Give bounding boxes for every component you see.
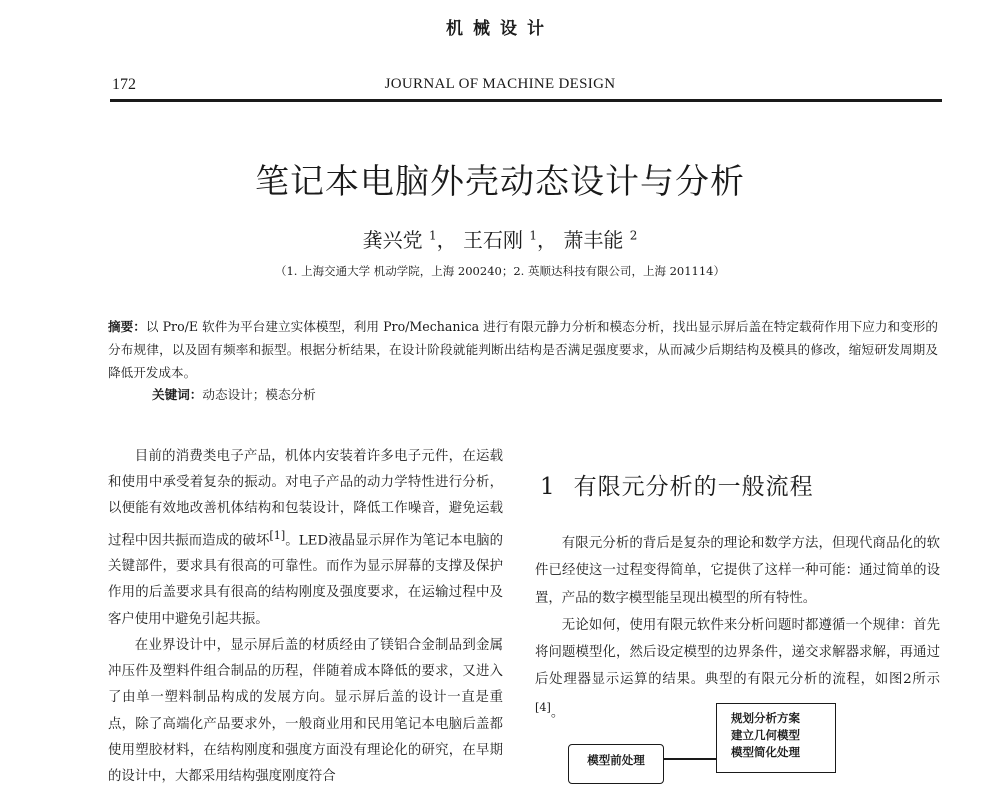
paragraph-text: 无论如何，使用有限元软件来分析问题时都遵循一个规律：首先将问题模型化，然后设定模型的边界条件，递交求解器求解，再通过后处理器显示运算的结果。典型的有限元分析的流程，如图2所示 (535, 617, 940, 688)
flowchart-step: 模型简化处理 (731, 745, 800, 759)
author-separator: ， (537, 228, 557, 252)
body-left-column (108, 444, 503, 790)
author-affiliation-mark: 2 (629, 228, 638, 243)
paragraph-text: 。LED液晶显示屏作为笔记本电脑的关键部件，要求具有很高的可靠性。而作为显示屏幕的支撑及保护作用的后盖要求具有很高的结构刚度及强度要求，在运输过程中及客户使用中避免引起共振。 (108, 533, 504, 627)
paragraph-text: 目前的消费类电子产品，机体内安装着许多电子元件，在运载和使用中承受着复杂的振动。对电子产品的动力学特性进行分析，以便能有效地改善机体结构和包装设计，降低工作噪音，避免运载过程中因共振而造成的破坏 (108, 449, 503, 549)
citation-ref: [4] (535, 700, 551, 714)
flowchart-box-preprocess: 模型前处理 (568, 744, 664, 784)
flowchart-step: 规划分析方案 (731, 711, 800, 725)
flowchart-step: 建立几何模型 (731, 728, 800, 742)
keywords (152, 384, 316, 403)
keywords-label: 关键词： (152, 387, 203, 402)
body-right-column (535, 530, 940, 727)
section-title: 有限元分析的一般流程 (573, 474, 814, 500)
body-paragraph: 有限元分析的背后是复杂的理论和数学方法，但现代商品化的软件已经使这一过程变得简单，它提供了这样一种可能：通过简单的设置，产品的数字模型能呈现出模型的所有特性。 (535, 536, 940, 606)
author-name: 王石刚 (463, 228, 523, 252)
body-paragraph: 在业界设计中，显示屏后盖的材质经由了镁铝合金制品到金属冲压件及塑料件组合制品的历程，伴随着成本降低的要求，又进入了由单一塑料制品构成的发展方向。显示屏后盖的设计一直是重点，除了高端化产品要求外，一般商业用和民用笔记本电脑后盖都使用塑胶材料，在结构刚度和强度方面没有理论化的研究，在早期的设计中，大都采用结构强度刚度符合 (108, 637, 503, 784)
flowchart-box-planning (716, 703, 836, 773)
author-name: 萧丰能 (563, 228, 624, 252)
abstract (108, 315, 938, 384)
author-list (0, 224, 1000, 253)
abstract-label: 摘要： (108, 319, 146, 334)
author-affiliation-mark: 1 (529, 228, 537, 243)
header-rule (110, 99, 942, 102)
citation-ref: [1] (269, 528, 286, 542)
journal-title-chinese: 机械设计 (446, 19, 554, 39)
journal-title-english: JOURNAL OF MACHINE DESIGN (384, 76, 616, 92)
article-title: 笔记本电脑外壳动态设计与分析 (255, 162, 745, 202)
paragraph-text: 。 (550, 705, 565, 721)
keywords-text: 动态设计；模态分析 (202, 387, 316, 402)
abstract-text: 以 Pro/E 软件为平台建立实体模型，利用 Pro/Mechanica 进行有限元静力分析和模态分析，找出显示屏后盖在特定载荷作用下应力和变形的分布规律，以及固有频率和振型。根据分析结果，在设计阶段就能判断出结构是否满足强度要求，从而减少后期结构及模具的修改，缩短研发周期及降低开发成本。 (108, 319, 938, 380)
author-affiliations: （1. 上海交通大学 机动学院，上海 200240；2. 英顺达科技有限公司，上海 201114） (274, 264, 726, 278)
author-affiliation-mark: 1 (429, 228, 437, 243)
section-number: 1 (540, 474, 556, 500)
page-number: 172 (112, 76, 136, 93)
author-name: 龚兴党 (362, 228, 423, 252)
body-paragraph (108, 444, 503, 633)
section-heading (540, 468, 814, 501)
author-separator: ， (436, 228, 457, 252)
